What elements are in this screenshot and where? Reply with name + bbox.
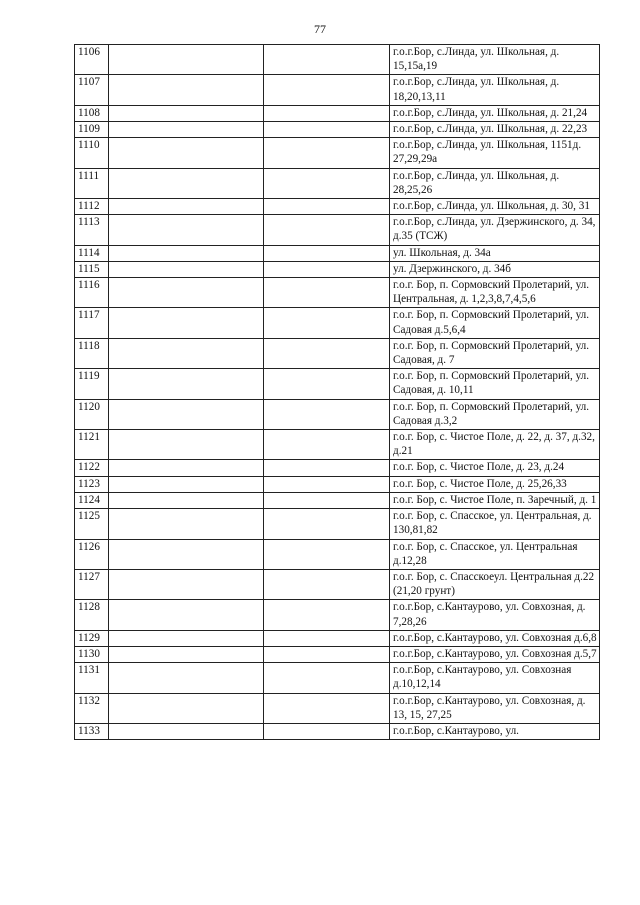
row-number-cell: 1126 (75, 539, 109, 569)
empty-cell (264, 476, 390, 492)
empty-cell (264, 261, 390, 277)
table-row (75, 308, 600, 338)
empty-cell (264, 723, 390, 739)
empty-cell (109, 45, 264, 75)
row-number-cell: 1107 (75, 75, 109, 105)
address-cell: г.о.г. Бор, с. Чистое Поле, д. 25,26,33 (390, 476, 600, 492)
empty-cell (264, 308, 390, 338)
row-number-cell: 1109 (75, 122, 109, 138)
table-row (75, 569, 600, 599)
address-cell: г.о.г. Бор, с. Спасское, ул. Центральная, д. 130,81,82 (390, 509, 600, 539)
address-cell: г.о.г.Бор, с.Кантаурово, ул. (390, 723, 600, 739)
empty-cell (109, 138, 264, 168)
address-cell: г.о.г.Бор, с.Линда, ул. Школьная, д. 15,15а,19 (390, 45, 600, 75)
empty-cell (264, 215, 390, 245)
table-row (75, 105, 600, 121)
empty-cell (109, 245, 264, 261)
table-row (75, 646, 600, 662)
table-row (75, 430, 600, 460)
empty-cell (264, 138, 390, 168)
row-number-cell: 1122 (75, 460, 109, 476)
row-number-cell: 1119 (75, 369, 109, 399)
address-cell: г.о.г. Бор, п. Сормовский Пролетарий, ул. Центральная, д. 1,2,3,8,7,4,5,6 (390, 278, 600, 308)
empty-cell (109, 476, 264, 492)
row-number-cell: 1108 (75, 105, 109, 121)
address-cell: г.о.г.Бор, с.Линда, ул. Дзержинского, д. 34, д.35 (ТСЖ) (390, 215, 600, 245)
address-cell: г.о.г.Бор, с.Линда, ул. Школьная, д. 28,25,26 (390, 168, 600, 198)
empty-cell (264, 509, 390, 539)
empty-cell (109, 261, 264, 277)
row-number-cell: 1111 (75, 168, 109, 198)
table-row (75, 122, 600, 138)
address-cell: г.о.г. Бор, с. Спасское, ул. Центральная д.12,28 (390, 539, 600, 569)
empty-cell (264, 369, 390, 399)
address-cell: г.о.г.Бор, с.Кантаурово, ул. Совхозная д.10,12,14 (390, 663, 600, 693)
table-row (75, 369, 600, 399)
row-number-cell: 1129 (75, 630, 109, 646)
empty-cell (109, 199, 264, 215)
address-cell: г.о.г.Бор, с.Линда, ул. Школьная, 1151д. 27,29,29а (390, 138, 600, 168)
empty-cell (109, 105, 264, 121)
row-number-cell: 1112 (75, 199, 109, 215)
row-number-cell: 1133 (75, 723, 109, 739)
address-cell: ул. Дзержинского, д. 34б (390, 261, 600, 277)
address-cell: ул. Школьная, д. 34а (390, 245, 600, 261)
empty-cell (109, 369, 264, 399)
row-number-cell: 1132 (75, 693, 109, 723)
empty-cell (109, 75, 264, 105)
empty-cell (264, 460, 390, 476)
table-row (75, 261, 600, 277)
empty-cell (109, 569, 264, 599)
empty-cell (109, 168, 264, 198)
address-cell: г.о.г.Бор, с.Линда, ул. Школьная, д. 30, 31 (390, 199, 600, 215)
empty-cell (264, 45, 390, 75)
empty-cell (109, 308, 264, 338)
row-number-cell: 1131 (75, 663, 109, 693)
address-cell: г.о.г. Бор, п. Сормовский Пролетарий, ул. Садовая, д. 10,11 (390, 369, 600, 399)
table-row (75, 723, 600, 739)
empty-cell (264, 168, 390, 198)
empty-cell (264, 430, 390, 460)
address-cell: г.о.г.Бор, с.Кантаурово, ул. Совхозная, д. 13, 15, 27,25 (390, 693, 600, 723)
empty-cell (264, 105, 390, 121)
empty-cell (109, 460, 264, 476)
table-row (75, 492, 600, 508)
table-row (75, 476, 600, 492)
table-row (75, 75, 600, 105)
row-number-cell: 1118 (75, 338, 109, 368)
empty-cell (109, 663, 264, 693)
empty-cell (109, 646, 264, 662)
empty-cell (264, 278, 390, 308)
table-row (75, 215, 600, 245)
empty-cell (264, 492, 390, 508)
table-row (75, 338, 600, 368)
table-row (75, 278, 600, 308)
empty-cell (109, 539, 264, 569)
address-cell: г.о.г. Бор, с. Чистое Поле, д. 23, д.24 (390, 460, 600, 476)
empty-cell (264, 646, 390, 662)
empty-cell (109, 723, 264, 739)
table-row (75, 199, 600, 215)
empty-cell (109, 693, 264, 723)
empty-cell (264, 630, 390, 646)
row-number-cell: 1116 (75, 278, 109, 308)
row-number-cell: 1120 (75, 399, 109, 429)
empty-cell (264, 693, 390, 723)
address-cell: г.о.г.Бор, с.Линда, ул. Школьная, д. 22,23 (390, 122, 600, 138)
row-number-cell: 1117 (75, 308, 109, 338)
row-number-cell: 1106 (75, 45, 109, 75)
address-cell: г.о.г. Бор, с. Спасскоеул. Центральная д.22 (21,20 грунт) (390, 569, 600, 599)
empty-cell (264, 75, 390, 105)
address-cell: г.о.г. Бор, с. Чистое Поле, д. 22, д. 37, д.32, д.21 (390, 430, 600, 460)
empty-cell (264, 399, 390, 429)
empty-cell (264, 199, 390, 215)
table-row (75, 630, 600, 646)
table-row (75, 168, 600, 198)
empty-cell (264, 539, 390, 569)
row-number-cell: 1127 (75, 569, 109, 599)
empty-cell (109, 338, 264, 368)
row-number-cell: 1124 (75, 492, 109, 508)
row-number-cell: 1113 (75, 215, 109, 245)
table-row (75, 539, 600, 569)
empty-cell (264, 122, 390, 138)
address-cell: г.о.г.Бор, с.Линда, ул. Школьная, д. 18,20,13,11 (390, 75, 600, 105)
row-number-cell: 1115 (75, 261, 109, 277)
table-row (75, 138, 600, 168)
empty-cell (264, 245, 390, 261)
table-row (75, 509, 600, 539)
empty-cell (109, 122, 264, 138)
address-cell: г.о.г. Бор, с. Чистое Поле, п. Заречный, д. 1 (390, 492, 600, 508)
address-cell: г.о.г. Бор, п. Сормовский Пролетарий, ул. Садовая д.5,6,4 (390, 308, 600, 338)
table-row (75, 399, 600, 429)
row-number-cell: 1130 (75, 646, 109, 662)
row-number-cell: 1110 (75, 138, 109, 168)
row-number-cell: 1125 (75, 509, 109, 539)
address-cell: г.о.г. Бор, п. Сормовский Пролетарий, ул. Садовая, д. 7 (390, 338, 600, 368)
empty-cell (109, 509, 264, 539)
empty-cell (109, 430, 264, 460)
address-cell: г.о.г. Бор, п. Сормовский Пролетарий, ул. Садовая д.3,2 (390, 399, 600, 429)
row-number-cell: 1128 (75, 600, 109, 630)
empty-cell (109, 630, 264, 646)
table-row (75, 663, 600, 693)
empty-cell (264, 663, 390, 693)
empty-cell (109, 492, 264, 508)
empty-cell (109, 600, 264, 630)
address-cell: г.о.г.Бор, с.Кантаурово, ул. Совхозная д.6,8 (390, 630, 600, 646)
table-row (75, 460, 600, 476)
address-cell: г.о.г.Бор, с.Линда, ул. Школьная, д. 21,24 (390, 105, 600, 121)
address-cell: г.о.г.Бор, с.Кантаурово, ул. Совхозная, д. 7,28,26 (390, 600, 600, 630)
row-number-cell: 1114 (75, 245, 109, 261)
table-row (75, 245, 600, 261)
empty-cell (109, 399, 264, 429)
address-cell: г.о.г.Бор, с.Кантаурово, ул. Совхозная д.5,7 (390, 646, 600, 662)
empty-cell (264, 600, 390, 630)
empty-cell (264, 338, 390, 368)
address-table-body (75, 45, 600, 740)
row-number-cell: 1121 (75, 430, 109, 460)
empty-cell (109, 215, 264, 245)
address-table (74, 44, 600, 740)
empty-cell (109, 278, 264, 308)
table-row (75, 45, 600, 75)
page-number: 77 (314, 22, 326, 36)
table-row (75, 693, 600, 723)
table-row (75, 600, 600, 630)
empty-cell (264, 569, 390, 599)
row-number-cell: 1123 (75, 476, 109, 492)
